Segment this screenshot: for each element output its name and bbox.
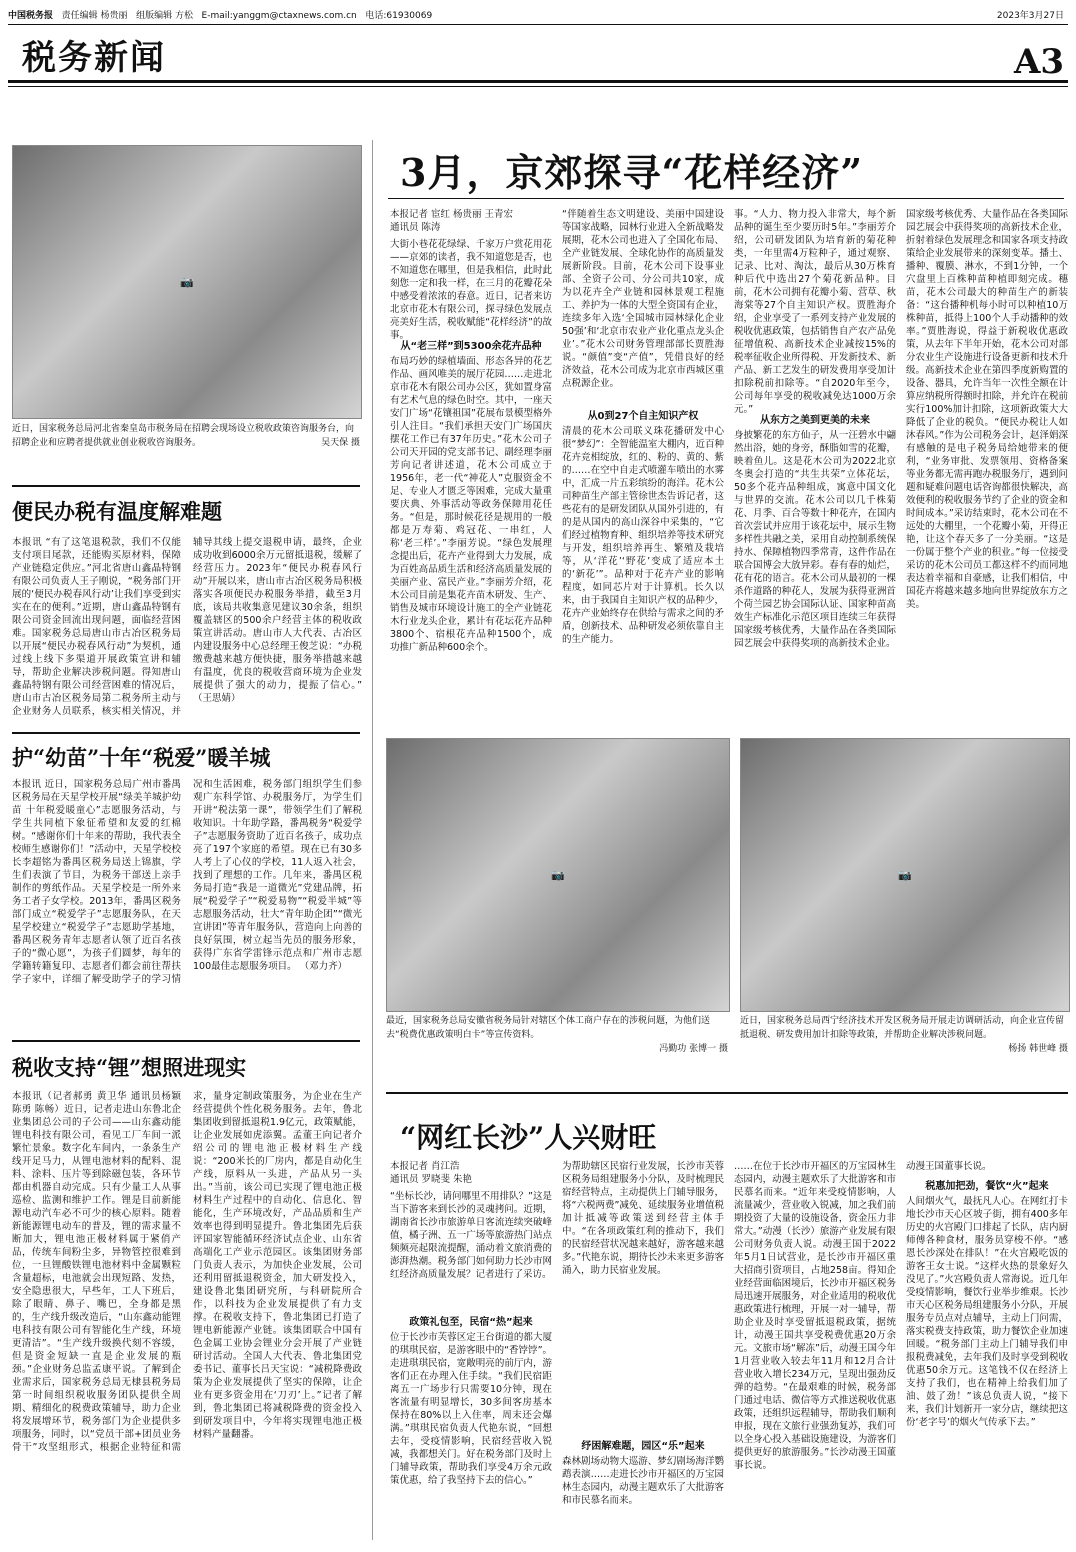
- photo-tax-consultation: [12, 145, 362, 419]
- column-divider: [372, 140, 373, 1540]
- editor: 责任编辑 杨贵丽: [61, 11, 128, 21]
- main-col3b-text: 身披繁花的东方仙子，从一汪碧水中翩然出浴，她的身旁，酥脂如雪的花瓣，映着鱼儿。这是花木公司为2022北京冬奥会打造的“共生共荣”立体花坛，50多个花卉品种组成，寓意中国文化与世界的交流。花木公司以几千株菊花、月季、百合等数十种花卉，在国内首次尝试并应用于该花坛中，展示生物多样性共融之美，采用自动控制系统保持水、保障植物四季常青，这件作品在联合国博会大放异彩。春有春的灿烂，花有花的语言。花木公司从最初的一棵杀作道路的种花人，发展为获得亚洲首个荷兰园艺协会国际认证、国家种苗高效生产标准化示范区项目连续三年获得国家级考核优秀，大量作品在各类国际园艺展会中获得奖项的高新技术企业。: [734, 430, 896, 649]
- masthead: 中国税务报: [8, 11, 54, 21]
- main-col-4: 国家级考核优秀、大量作品在各类国际园艺展会中获得奖项的高新技术企业，折射着绿色发展理念和国家各项支持政策给企业发展带来的深刻变革。播土、播种、覆膜、淋水，不到1分钟，一个穴盘里上百株种苗种植即刻完成。穗苗，花木公司最大的种苗生产的新装备：“这台播种机每小时可以种植10万株种苗，抵得上100个人手动播种的效率。”贾胜海说，得益于新税收优惠政策，从去年下半年开始，花木公司对部分农业生产设施进行设备更新和技术升级。高新技术企业在第四季度新购置的设备、器具，允许当年一次性全额在计算应纳税所得额时扣除，并允许在税前实行100%加计扣除，这项新政策大大降低了企业的税负。“便民办税让人如沐春风。”作为公司税务会计，赵泽娟深有感触的是电子税务局给她带来的便利，“业务审批、发票领用、资格备案等业务都无需再跑办税服务厅，遇到问题和疑难问题电话咨询都很快解决，高效便利的税收服务节约了企业的资金和时间成本。”采访结束时，花木公司在不远处的大棚里，一个花瓣小菊，开得正艳，让这个春天多了一分美丽。“这是一份属于整个产业的积业。”每一位接受采访的花木公司员工都这样不约而同地表达着幸福和自豪感，让我们相信，中国花卉将越来越多地向世界绽放东方之美。: [906, 209, 1068, 610]
- header-info-left: [8, 8, 432, 21]
- header-rule-top: [8, 24, 1068, 25]
- bottom-title: “网红长沙”人兴财旺: [400, 1121, 657, 1154]
- rule-bottom: [386, 1092, 1068, 1094]
- left2-text: 本报讯 近日，国家税务总局广州市番禺区税务局在天星学校开展“绿美羊城护幼苗 十年税爱暖童心”志愿服务活动，与学生共同植下象征希望和友爱的红棉树。“感谢你们十年来的帮助，我代表全校师生感谢你们！”活动中，天星学校校长李超铭为番禺区税务局送上锦旗，学生们表演了节目，为税务干部送上亲手制作的剪纸作品。天星学校是一所外来务工者子女学校。2013年，番禺区税务部门成立“税爱学子”志愿服务队，在天星学校建立“税爱学子”志愿助学基地，番禺区税务青年志愿者认领了近百名孩子的“微心愿”，为孩子们圆梦，每年的学籍转籍复印、志愿者们都会前往帮扶学子家中，详细了解受助学子的学习情况和生活困难，税务部门组织学生们参观广东科学馆、办税服务厅，为学生们开讲“税法第一课”，带领学生们了解税收知识。十年助学路，番禺税务“税爱学子”志愿服务资助了近百名孩子，成功点亮了197个家庭的希望。现在已有30多人考上了心仪的学校，11人返入社会，找到了理想的工作。几年来，番禺区税务局打造“我是一道微光”党建品牌，拓展“税爱学子”“税爱易物”“税爱半城”等志愿服务活动，壮大“青年助企团”“微光宣讲团”等青年服务队，营造向上向善的良好氛围，树立起当先员的服务形象，获得广东省学雷锋示范点和广州市志愿100最佳志愿服务项目。: [12, 779, 362, 985]
- issue-date: 2023年3月27日: [996, 11, 1064, 21]
- photo1-credit: 吴天保 摄: [321, 438, 360, 448]
- rule-left1: [12, 485, 360, 487]
- main-title: 3月，京郊探寻“花样经济”: [400, 150, 864, 195]
- main-col2b-text: 清晨的花木公司联义珠花播研发中心很“梦幻”：全智能温室大棚内，近百种花卉竞相绽放，红的、粉的、黄的、紫的……在空中自走式喷灌车喷出的水雾中，汇成一片五彩缤纷的海洋。花木公司种苗生产部主管徐世杰告诉记者，这些花有的是研发团队从国外引进的，有的是从国内的高山深谷中采集的，“它们经过植物育种、组织培养等技术研究与开发，组织培养再生、繁殖及栽培等，从‘洋花’‘野花’变成了适应本土的‘新花’”。品种对于花卉产业的影响程度，如同芯片对于计算机。长久以来，由于我国自主知识产权的品种少，花卉产业始终存在供给与需求之间的矛盾，创新技术、品种研发必须依靠自主的生产能力。: [562, 426, 724, 645]
- main-col-2: [562, 208, 724, 718]
- bottom-col2b-text: 森林剧场动物大巡游、梦幻剧场海洋鹦鹉表演……走进长沙市开福区的万宝园林生态园内，动漫主题欢乐了大批游客和市民慕名而来。: [562, 1456, 724, 1506]
- main-col1-text: 大街小巷花花绿绿、千家万户赏花用花——京郊的读者，我不知道您是否，也不知道您在哪里，但是我相信，此时此刻您一定和我一样，在三月的花瓣花朵中感受着浓浓的春意。近日，记者来访北京市花木有限公司，探寻绿色发展点亮美好生活，税收赋能“花样经济”的故事。: [390, 239, 552, 341]
- left1-body: [12, 536, 362, 724]
- phone: 电话:61930069: [365, 11, 433, 21]
- header-rule-double: [8, 80, 1068, 87]
- main-col1b-text: 布局巧妙的绿植墙面、形态各异的花艺作品、画风唯美的展厅花园……走进北京市花木有限公司办公区，犹如置身富有艺术气息的绿色时空。其中，一座天安门广场“花镶祖国”花展布景模型格外引人注目。“我们承担天安门广场国庆摆花工作已有37年历史。”花木公司子公司天开园的党支部书记、副经理李丽芳向记者讲述道，花木公司成立于1956年，老一代“神花人”克服资金不足、专业人才匮乏等困难，完成大量重要庆典、外事活动等政务保障用花任务。“但是，那时候花径是规用的一般都是万寿菊、鸡冠花、一串红，人称‘老三样’。”李丽芳说。“绿色发展理念提出后，花卉产业得到大力发展，成为百姓高品质生活和经济高质量发展的美丽产业、富民产业。”李丽芳介绍，花木公司目前是集花卉苗木研发、生产、销售及城市环境设计施工的全产业链花木行业龙头企业，累计有花坛花卉品种3800个、宿根花卉品种1500个，成功推广新品种600余个。: [390, 356, 552, 653]
- main-byline1: 本报记者 宦红 杨贵丽 王青宏: [390, 209, 514, 220]
- page-header-bar: [8, 6, 1068, 22]
- photo1-caption-block: [12, 422, 360, 450]
- bottom-sub3: 税惠加把劲，餐饮“火”起来: [925, 1181, 1049, 1192]
- main-sub1: 从“老三样”到5300余花卉品种: [400, 341, 542, 352]
- left2-title: 护“幼苗”十年“税爱”暖羊城: [12, 745, 271, 770]
- main-sub3: 从东方之美到更美的未来: [760, 415, 870, 426]
- bottom-col1-text: “坐标长沙，请问哪里不用排队？”这是当下游客来到长沙的灵魂拷问。近期，湖南省长沙市旅游单日客流连续突破峰值，橘子洲、五一广场等旅游热门站点频频亮起限流提醒，涌动着文旅消费的澎湃热潮。税务部门如何助力长沙市网红经济高质量发展？记者进行了采访。: [390, 1191, 552, 1280]
- photo3-caption-block: [740, 1014, 1068, 1056]
- page-number: A3: [1013, 42, 1064, 82]
- bottom-col4-text: 人间烟火气，最抚凡人心。在网红打卡地长沙市天心区坡子街，拥有400多年历史的火宫殿门口排起了长队，店内厨师傅各种食材，服务员穿梭不停。“感恩长沙深处在排队！”在火宫殿吃饭的游客王女士说。“这样火热的景象好久没见了。”火宫殿负责人常海说。近几年受疫情影响，餐饮行业举步维艰。长沙市天心区税务局组建服务小分队，开展服务专员点对点辅导，主动上门问需，落实税费支持政策，助力餐饮企业加速回暖。“税务部门主动上门辅导我们申报税费减免，去年我们及时享受到税收优惠50余万元。这笔钱不仅在经济上支持了我们，也在精神上给我们加了油、鼓了劲！”该总负责人说，“接下来，我们计划新开一家分店，继续把这份‘老字号’的烟火气传承下去。”: [906, 1196, 1068, 1428]
- left3-body: [12, 1090, 362, 1540]
- photo2-caption: 最近，国家税务总局安徽省税务局针对辖区个体工商户存在的涉税问题，为他们送去“税费优惠政策明白卡”等宣传资料。: [386, 1016, 711, 1040]
- left1-text: 本报讯 “有了这笔退税款，我们不仅能支付项目尾款，还能购买原材料，保障产业链稳定供应。”河北省唐山鑫晶特钢有限公司负责人王子刚说，“税务部门开展的‘便民办税春风行动’让我们享受到实实在在的便利。”近期，唐山鑫晶特钢有限公司资金回流出现问题，面临经营困难。国家税务总局唐山市古冶区税务局以开展“便民办税春风行动”为契机，通过线上线下多渠道开展政策宣讲和辅导，帮助企业解决涉税问题。得知唐山鑫晶特钢有限公司经营困难的情况后，唐山市古冶区税务局第二税务所主动与企业财务人员联系，核实相关情况，并辅导其线上提交退税申请，最终，企业成功收到6000余万元留抵退税，缓解了经营压力。2023年“便民办税春风行动”开展以来，唐山市古冶区税务局积极落实各项便民办税服务举措，截至3月底，该局共收集意见建议30余条，组织覆盖辖区的500余户经营主体的税收政策宣讲活动。唐山市人大代表、古冶区内建设服务中心总经理王俊芝说：“办税缴费越来越方便快捷，服务举措越来越有温度，优良的税收营商环境为企业发展提供了强大的动力，提振了信心。”: [12, 537, 362, 717]
- photo-icon: 📷: [898, 868, 912, 882]
- main-col3-text: 事。“人力、物力投入非常大，每个新品种的诞生至少要历时5年。”李丽芳介绍，公司研发团队为培育新的菊花种类，一年里需4万粒种子，通过观察、记录、比对、淘汰，最后从30万株育种后代中选出27个菊花新品种。目前，花木公司拥有花瓣小菊、营草、秋海棠等27个自主知识产权。贾胜海介绍，企业享受了一系列支持产业发展的税收优惠政策，包括销售自产农产品免征增值税、高新技术企业减按15%的税率征收企业所得税、开发新技术、新产品、新工艺发生的研发费用享受加计扣除税前扣除等。“自2020年至今，公司每年享受的税收减免达1000万余元。”: [734, 209, 896, 415]
- left3-text: 本报讯（记者郝勇 黄卫华 通讯员杨颖 陈勇 陈畅）近日，记者走进山东鲁北企业集团总公司的子公司——山东鑫动能锂电科技有限公司，看见工厂车间一派繁忙景象。数字化车间内，一条条生产线开足马力，从锂电池材料的配料、混料、涂料、压片等到除磁包装，各环节都由机器自动完成。只有少量工人从事巡检、监测和维护工作。锂是目前新能源电动汽车必不可少的核心原料。随着新能源锂电动车的普及，锂的需求量不断加大，锂电池正极材料属于紧俏产品，传统车间粉尘多，异物管控很难到位，一旦锂酸铁锂电池材料中金属颗粒含量超标，电池就会出现短路、发热，安全隐患很大，早些年，工人下班后，除了眼睛、鼻子、嘴巴，全身都是黑的，生产线升级改造后，“山东鑫动能锂电科技有限公司有智能化生产线，环境更清洁”。“生产线升级换代刻不容缓，但是资金短缺一直是企业发展的瓶颈。”企业财务总监孟康平说。了解到企业需求后，国家税务总局无棣县税务局第一时间组织税收服务团队提供全周期、精细化的税费政策辅导，助力企业将发展增环节，税务部门为企业提供多项服务，同时，以“党员干部+团员业务骨干”攻坚组形式，根据企业特征和需求，量身定制政策服务，为企业在生产经营提供个性化税务服务。去年，鲁北集团收到留抵退税1.9亿元，政策赋能，让企业发展如虎添翼。孟董王向记者介绍公司的锂电池正极材料生产线说：“200米长的厂房内，都是自动化生产线，原料从一头进，产品从另一头出。”当前，该公司已实现了锂电池正极材料生产过程中的自动化、信息化、智能化，生产环境改好，产品品质和生产效率也得到明显提升。鲁北集团先后获评国家智能循环经济试点企业、山东省高端化工产业示范园区。该集团财务部门负责人表示，为加快企业发展，公司还利用留抵退税资金，加大研发投入，建设鲁北集团研究所，与科研院所合作，以科技为企业发展提供了有力支撑。在税收支持下，鲁北集团已打造了锂电新能源产业链。该集团联合中国有色金属工业协会锂业分会开展了产业链研讨活动。全国人大代表、鲁北集团党委书记、董事长吕天宝说：“减税降费政策为企业发展提供了坚实的保障，让企业有更多资金用在‘刀刃’上。”记者了解到，鲁北集团已将减税降费的资金投入到研发项目中，今年将实现锂电池正极材料产量翻番。: [12, 1091, 362, 1453]
- email: E-mail:yanggm@ctaxnews.com.cn: [201, 11, 357, 21]
- bottom-col-2: [562, 1160, 724, 1544]
- bottom-byline2: 通讯员 罗晓斐 朱艳: [390, 1174, 473, 1185]
- left1-credit: （王思婧）: [193, 693, 241, 704]
- rule-left3: [12, 1040, 360, 1042]
- bottom-col2-text: 为帮助辖区民宿行业发展，长沙市芙蓉区税务局组建服务小分队，及时梳理民宿经营特点，主动提供上门辅导服务，将“六税两费”减免、延续服务业增值税加计抵减等政策送到经营主体手中。“在各项政策红利的推动下，我们的民宿经营状况越来越好，游客越来越多。”代艳东说，期待长沙未来更多游客涌入，助力民宿业发展。: [562, 1161, 724, 1276]
- bottom-col-4: [906, 1160, 1068, 1544]
- photo-icon: 📷: [180, 275, 194, 289]
- left2-credit: （邓力齐）: [299, 961, 348, 972]
- photo-tax-officers-shop: [386, 738, 730, 1012]
- bottom-col-1: [390, 1160, 552, 1544]
- photo-icon: 📷: [551, 868, 565, 882]
- bottom-col4a-text: 动漫王国董事长说。: [906, 1161, 992, 1172]
- main-sub2: 从0到27个自主知识产权: [587, 411, 699, 422]
- bottom-col1b-text: 位于长沙市芙蓉区定王台街道的都大厦的琪琪民宿，是游客眼中的“香饽饽”。走进琪琪民宿，宽敞明亮的前厅内，游客们正在办理入住手续。“我们民宿距离五一广场步行只需要10分钟，现在客流量有明显增长，30多间客房基本保持在80%以上入住率，周末还会爆满。”琪琪民宿负责人代艳东说，“回想去年，受疫情影响，民宿经营收入锐减，我都想关门。好在税务部门及时上门辅导政策，帮助我们享受4万余元政策优惠，给了我坚持下去的信心。”: [390, 1332, 552, 1486]
- photo3-caption: 近日，国家税务总局西宁经济技术开发区税务局开展走访调研活动，向企业宣传留抵退税、研发费用加计扣除等政策，并帮助企业解决涉税问题。: [740, 1016, 1065, 1040]
- main-col-3: [734, 208, 896, 718]
- main-title-rule: [388, 198, 1064, 199]
- main-byline2: 通讯员 陈涛: [390, 222, 441, 233]
- left3-title: 税收支持“锂”想照进现实: [12, 1055, 247, 1080]
- bottom-byline1: 本报记者 肖江浩: [390, 1161, 460, 1172]
- bottom-sub1: 政策礼包至，民宿“热”起来: [409, 1317, 533, 1328]
- rule-left2: [12, 732, 360, 734]
- photo3-credit: 杨扬 韩世峰 摄: [1008, 1044, 1068, 1054]
- left1-title: 便民办税有温度解难题: [12, 499, 222, 524]
- main-col2-text: “伴随着生态文明建设、美丽中国建设等国家战略，园林行业进入全新战略发展期，花木公司也进入了全国化布局、全产业链发展、全球化协作的高质量发展新阶段。目前，花木公司下设事业部、全资子公司、分公司共10家，成为以花卉全产业链和园林景观工程施工、养护为一体的大型全资国有企业，连续多年入选‘全国城市园林绿化企业50强’和‘北京市农业产业化重点龙头企业’。”花木公司财务管理部部长贾胜海说。“颜值”变“产值”，凭借良好的经济效益，花木公司成为北京市西城区重点税源企业。: [562, 209, 724, 389]
- photo2-credit: 冯勤功 张博一 摄: [659, 1044, 728, 1054]
- photo-tax-officers-enterprise: [740, 738, 1070, 1012]
- photo1-caption: 近日，国家税务总局河北省秦皇岛市税务局在招聘会现场设立税收政策咨询服务台，向招聘企业和应聘者提供就业创业税收咨询服务。: [12, 424, 355, 448]
- main-col-1: [390, 208, 552, 718]
- left2-body: [12, 778, 362, 1032]
- bottom-col-3: ……在位于长沙市开福区的万宝园林生态园内，动漫主题欢乐了大批游客和市民慕名而来。“近年来受疫情影响，人流量减少，营业收入锐减，加之我们前期投资了大量的设施设备，资金压力非常大。”动漫（长沙）旅游产业发展有限公司财务负责人说。动漫王国于2022年5月1日试营业，是长沙市开福区重大招商引资项目，占地258亩。得知企业经营面临困境后，长沙市开福区税务局迅速开展服务，对企业适用的税收优惠政策进行梳理，开展一对一辅导，帮助企业及时享受留抵退税政策，据统计，动漫王国共享受税费优惠20万余元。文旅市场“解冻”后，动漫王国今年1月营业收入较去年11月和12月合计营业收入增长234万元，呈现出强劲反弹的趋势。“在最艰难的时候，税务部门通过电话、微信等方式推送税收优惠政策，还组织远程辅导，帮助我们顺利申报，现在文旅行业强劲复苏，我们可以全身心投入基础设施建设，为游客们提供更好的旅游服务。”长沙动漫王国董事长说。: [734, 1161, 896, 1471]
- designer: 组版编辑 方松: [136, 11, 193, 21]
- photo2-caption-block: [386, 1014, 728, 1056]
- section-title: 税务新闻: [22, 38, 166, 78]
- bottom-sub2: 纾困解难题，园区“乐”起来: [581, 1441, 705, 1452]
